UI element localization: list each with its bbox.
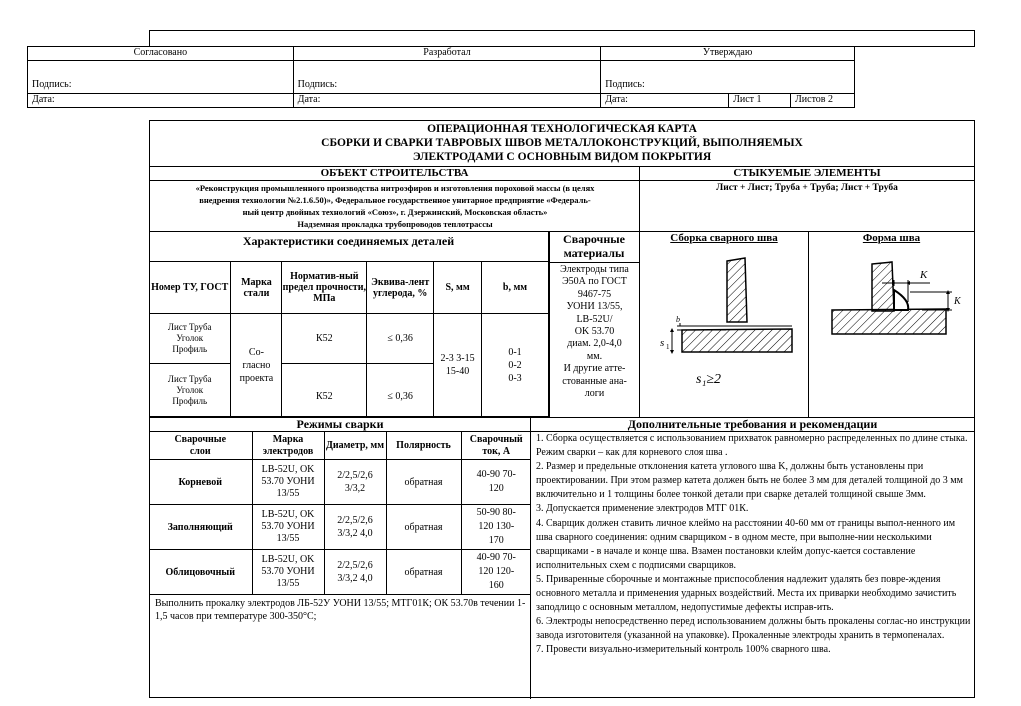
- col-carbon: Эквива-лент углерода, %: [367, 262, 434, 314]
- mode-electrode-0: LB-52U, OK 53.70 УОНИ 13/55: [252, 460, 324, 505]
- materials-line-1: Электроды типа: [560, 264, 629, 275]
- object-line-4: Надземная прокладка трубопроводов теплотрассы: [297, 219, 493, 229]
- developed-header: Разработал: [293, 47, 601, 61]
- materials-header-line: [549, 262, 640, 263]
- mode-current-2: 40-90 70-120 120-160: [461, 550, 531, 595]
- parts-b-values: 0-1 0-2 0-3: [482, 314, 549, 417]
- object-line-1: «Реконструкция промышленного производства нитроэфиров и изготовления пороховой массы (в целях: [195, 183, 595, 193]
- assembly-drawing: [642, 256, 806, 391]
- weld-shape-drawing: [812, 256, 972, 366]
- parts-strength-1: К52: [282, 314, 367, 364]
- materials-line-8: мм.: [586, 350, 603, 362]
- shape-header: Форма шва: [862, 232, 921, 244]
- svg-text:K: K: [954, 296, 961, 307]
- modes-row: [149, 550, 531, 595]
- date-developed: Дата:: [293, 94, 601, 108]
- signature-agreed: Подпись:: [28, 61, 294, 94]
- s1-label: s₁≥2: [696, 372, 721, 387]
- shape-base-plate: [832, 309, 946, 334]
- joined-value: Лист + Лист; Труба + Труба; Лист + Труба: [716, 183, 898, 193]
- col-current: Сварочный ток, А: [461, 432, 531, 460]
- shape-vertical-plate: [872, 262, 894, 311]
- materials-list: [550, 264, 639, 400]
- mode-current-0: 40-90 70-120: [461, 460, 531, 505]
- mode-electrode-2: LB-52U, OK 53.70 УОНИ 13/55: [252, 550, 324, 595]
- col-s: S, мм: [434, 262, 482, 314]
- agreed-header: Согласовано: [28, 47, 294, 61]
- modes-row: [149, 460, 531, 505]
- parts-row-1-items: Лист Труба Уголок Профиль: [149, 314, 231, 364]
- extra-item-5: 5. Приваренные сборочные и монтажные приспособления надлежит удалять без повре-ждения основного металла и применения ударных воздействий. Места их приварки необходимо зачистить заподлицо с основным металлом, недопустимые дефекты исправ-ить.: [536, 573, 957, 614]
- mode-diameter-1: 2/2,5/2,6 3/3,2 4,0: [324, 505, 386, 550]
- mode-layer-2: Облицовочный: [149, 550, 252, 595]
- parts-strength-2: К52: [282, 364, 367, 417]
- col-electrode: Марка электродов: [252, 432, 324, 460]
- object-header: ОБЪЕКТ СТРОИТЕЛЬСТВА: [320, 167, 469, 179]
- title-line-1: ОПЕРАЦИОННАЯ ТЕХНОЛОГИЧЕСКАЯ КАРТА: [427, 123, 697, 135]
- joined-header: СТЫКУЕМЫЕ ЭЛЕМЕНТЫ: [733, 167, 881, 179]
- parts-carbon-1: ≤ 0,36: [367, 314, 434, 364]
- sheet-count: Листов 2: [791, 94, 855, 108]
- parts-header: Характеристики соединяемых деталей: [149, 232, 549, 262]
- extra-item-6: 6. Электроды непосредственно перед использованием должны быть прокалены соглас-но инструкции завода изготовителя (указанной на упаковке). Прокаленные электроды хранить в термопеналах.: [536, 616, 971, 642]
- col-steel: Марка стали: [231, 262, 282, 314]
- approved-header: Утверждаю: [601, 47, 855, 61]
- modes-table: [149, 431, 531, 595]
- svg-text:1: 1: [666, 343, 670, 351]
- top-strip: [149, 30, 975, 47]
- parts-table: [149, 231, 549, 417]
- mode-polarity-1: обратная: [386, 505, 461, 550]
- title-line-2: СБОРКИ И СВАРКИ ТАВРОВЫХ ШВОВ МЕТАЛЛОКОНСТРУКЦИЙ, ВЫПОЛНЯЕМЫХ: [321, 137, 803, 149]
- col-strength: Норматив-ный предел прочности, МПа: [282, 262, 367, 314]
- parts-carbon-2: ≤ 0,36: [367, 364, 434, 417]
- tech-card: [149, 120, 975, 698]
- modes-note: Выполнить прокалку электродов ЛБ-52У УОНИ 13/55; МТГ01К; ОК 53.70в течении 1-1,5 часов при температуре 300-350°С;: [155, 598, 526, 622]
- base-plate: [682, 329, 792, 352]
- materials-line-7: диам. 2,0-4,0: [567, 338, 622, 350]
- approval-table: [27, 46, 855, 108]
- assembly-header: Сборка сварного шва: [670, 232, 778, 244]
- extra-item-3: 3. Допускается применение электродов МТГ 01К.: [536, 503, 749, 515]
- col-gost: Номер ТУ, ГОСТ: [149, 262, 231, 314]
- object-header-line: [150, 180, 974, 181]
- date-approved: Дата:: [601, 94, 729, 108]
- mode-electrode-1: LB-52U, OK 53.70 УОНИ 13/55: [252, 505, 324, 550]
- signature-approved: Подпись:: [601, 61, 855, 94]
- signature-developed: Подпись:: [293, 61, 601, 94]
- date-agreed: Дата:: [28, 94, 294, 108]
- object-line-2: внедрения технологии №2.1.6.50)», Федеральное государственное унитарное предприятие «Федераль-: [199, 195, 591, 205]
- materials-line-9: И другие атте-: [563, 363, 626, 375]
- materials-header: Сварочные материалы: [563, 232, 625, 260]
- shape-divider-left: [808, 231, 809, 417]
- mode-current-1: 50-90 80-120 130-170: [461, 505, 531, 550]
- extra-list: [536, 432, 972, 658]
- modes-header: Режимы сварки: [296, 417, 384, 431]
- mode-polarity-0: обратная: [386, 460, 461, 505]
- mode-polarity-2: обратная: [386, 550, 461, 595]
- col-diameter: Диаметр, мм: [324, 432, 386, 460]
- object-line-3: ный центр двойных технологий «Союз», г. Дзержинский, Московская область»: [242, 207, 548, 217]
- mode-diameter-0: 2/2,5/2,6 3/3,2: [324, 460, 386, 505]
- extra-item-7: 7. Провести визуально-измерительный контроль 100% сварного шва.: [536, 644, 831, 656]
- weld-bead: [894, 290, 908, 310]
- assembly-divider-left: [639, 231, 640, 417]
- materials-line-5: LB-52U/: [576, 313, 613, 325]
- mode-layer-1: Заполняющий: [149, 505, 252, 550]
- title-line-3: ЭЛЕКТРОДАМИ С ОСНОВНЫМ ВИДОМ ПОКРЫТИЯ: [412, 151, 712, 163]
- svg-text:s: s: [660, 337, 665, 349]
- vertical-plate: [727, 258, 747, 322]
- extra-item-4: 4. Сварщик должен ставить личное клеймо на расстоянии 40-60 мм от границы выпол-ненного им шва сварного соединения: одним сварщиком - в одном месте, при выполне-нии несколькими сварщиками - в начале и конце шва. Взамен постановки клейм допус-кается составление исполнительных схем с подписями сварщиков.: [536, 517, 956, 571]
- mode-layer-0: Корневой: [149, 460, 252, 505]
- materials-line-2: Э50А по ГОСТ: [562, 276, 627, 288]
- materials-line-11: логи: [584, 388, 605, 400]
- card-title: [150, 122, 974, 164]
- modes-row: [149, 505, 531, 550]
- parts-steel-grade: Со-гласно проекта: [231, 314, 282, 417]
- parts-s-values: 2-3 3-15 15-40: [434, 314, 482, 417]
- col-polarity: Полярность: [386, 432, 461, 460]
- parts-row-2-items: Лист Труба Уголок Профиль: [149, 364, 231, 417]
- extra-item-2: 2. Размер и предельные отклонения катета углового шва K, должны быть установлены при проектировании. При этом размер катета должен быть не более 3 мм для деталей толщиной до 3 мм включительно и 1 толщины более тонкой детали при сварке деталей толщиной свыше 3мм.: [536, 461, 963, 501]
- sheet-number: Лист 1: [729, 94, 791, 108]
- materials-line-3: 9467-75: [577, 288, 612, 300]
- extra-item-1: 1. Сборка осуществляется с использованием прихваток равномерно распределенных по длине стыка. Режим сварки – как для корневого слоя шва .: [536, 433, 968, 459]
- object-description: [152, 182, 638, 230]
- materials-line-6: OK 53.70: [574, 326, 615, 338]
- extra-header: Дополнительные требования и рекомендации: [627, 417, 878, 431]
- mode-diameter-2: 2/2,5/2,6 3/3,2 4,0: [324, 550, 386, 595]
- col-b: b, мм: [482, 262, 549, 314]
- b-label: b: [676, 315, 680, 324]
- materials-line-4: УОНИ 13/55,: [566, 301, 623, 313]
- col-layer: Сварочные слои: [149, 432, 252, 460]
- k-label: K: [920, 269, 928, 281]
- materials-line-10: стованные ана-: [562, 375, 627, 387]
